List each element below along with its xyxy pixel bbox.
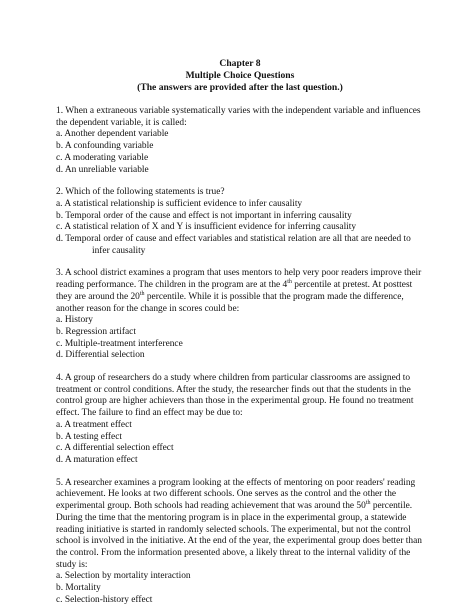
question-2 [56, 187, 424, 257]
section-title: Multiple Choice Questions [185, 70, 295, 81]
option-c: c. A moderating variable [56, 152, 149, 163]
ordinal-suffix: th [365, 499, 371, 506]
option-a: a. Selection by mortality interaction [56, 571, 191, 582]
question-stem: 2. Which of the following statements is true? [56, 187, 225, 198]
stem-part: 3. A school district examines a program that uses mentors to help very poor readers improve their reading performance. The children in the program are at the 4 [56, 268, 422, 291]
ordinal-suffix: th [139, 290, 145, 297]
question-stem [56, 268, 424, 315]
option-a: a. History [56, 315, 93, 326]
option-c: c. Multiple-treatment interference [56, 338, 183, 349]
stem-part: percentile at pretest. At posttest they are around the 20 [56, 280, 413, 302]
question-1 [56, 106, 424, 176]
question-stem [56, 478, 424, 572]
document-header [56, 58, 424, 94]
option-b: b. Temporal order of the cause and effect is not important in inferring causality [56, 210, 352, 221]
option-a: a. A treatment effect [56, 419, 132, 430]
option-b: b. A testing effect [56, 431, 122, 442]
option-a: a. A statistical relationship is sufficient evidence to infer causality [56, 198, 303, 209]
ordinal-suffix: th [287, 279, 292, 286]
stem-part: percentile. During the time that the mentoring program is in place in the experimental group, a statewide reading initiative is started in randomly selected schools. The experimental, but not the control school is involved in the initiative. At the end of the year, the experimental group does better than the control. From the information presented above, a likely threat to the internal validity of the study is: [56, 501, 422, 570]
option-c: c. A statistical relation of X and Y is insufficient evidence for inferring causality [56, 222, 357, 233]
question-3 [56, 268, 424, 362]
option-c: c. Selection-history effect [56, 594, 153, 605]
option-d: d. Temporal order of cause and effect variables and statistical relation are all that are needed to infer causality [56, 234, 411, 256]
answers-note: (The answers are provided after the last question.) [137, 82, 343, 93]
option-b: b. A confounding variable [56, 141, 154, 152]
question-4 [56, 373, 424, 467]
option-c: c. A differential selection effect [56, 443, 174, 454]
option-d: d. An unreliable variable [56, 164, 149, 175]
option-d: d. A maturation effect [56, 454, 138, 465]
option-d: d. Differential selection [56, 350, 145, 361]
question-stem: 4. A group of researchers do a study where children from particular classrooms are assigned to treatment or control conditions. After the study, the researcher finds out that the students in the control group are higher achievers than those in the experimental group. He found no treatment effect. The failure to find an effect may be due to: [56, 373, 414, 419]
option-b: b. Regression artifact [56, 326, 136, 337]
stem-part: 5. A researcher examines a program looking at the effects of mentoring on poor readers' reading achievement. He looks at two different schools. One serves as the control and the other the experimental group. Both schools had reading achievement that was around the 50 [56, 477, 416, 512]
option-b: b. Mortality [56, 583, 101, 594]
option-a: a. Another dependent variable [56, 129, 169, 140]
question-stem: 1. When a extraneous variable systematically varies with the independent variable and influences the dependent variable, it is called: [56, 106, 421, 128]
stem-part: percentile. While it is possible that the program made the difference, another reason for the change in scores could be: [56, 291, 404, 314]
chapter-title: Chapter 8 [219, 58, 261, 69]
question-5 [56, 478, 424, 607]
